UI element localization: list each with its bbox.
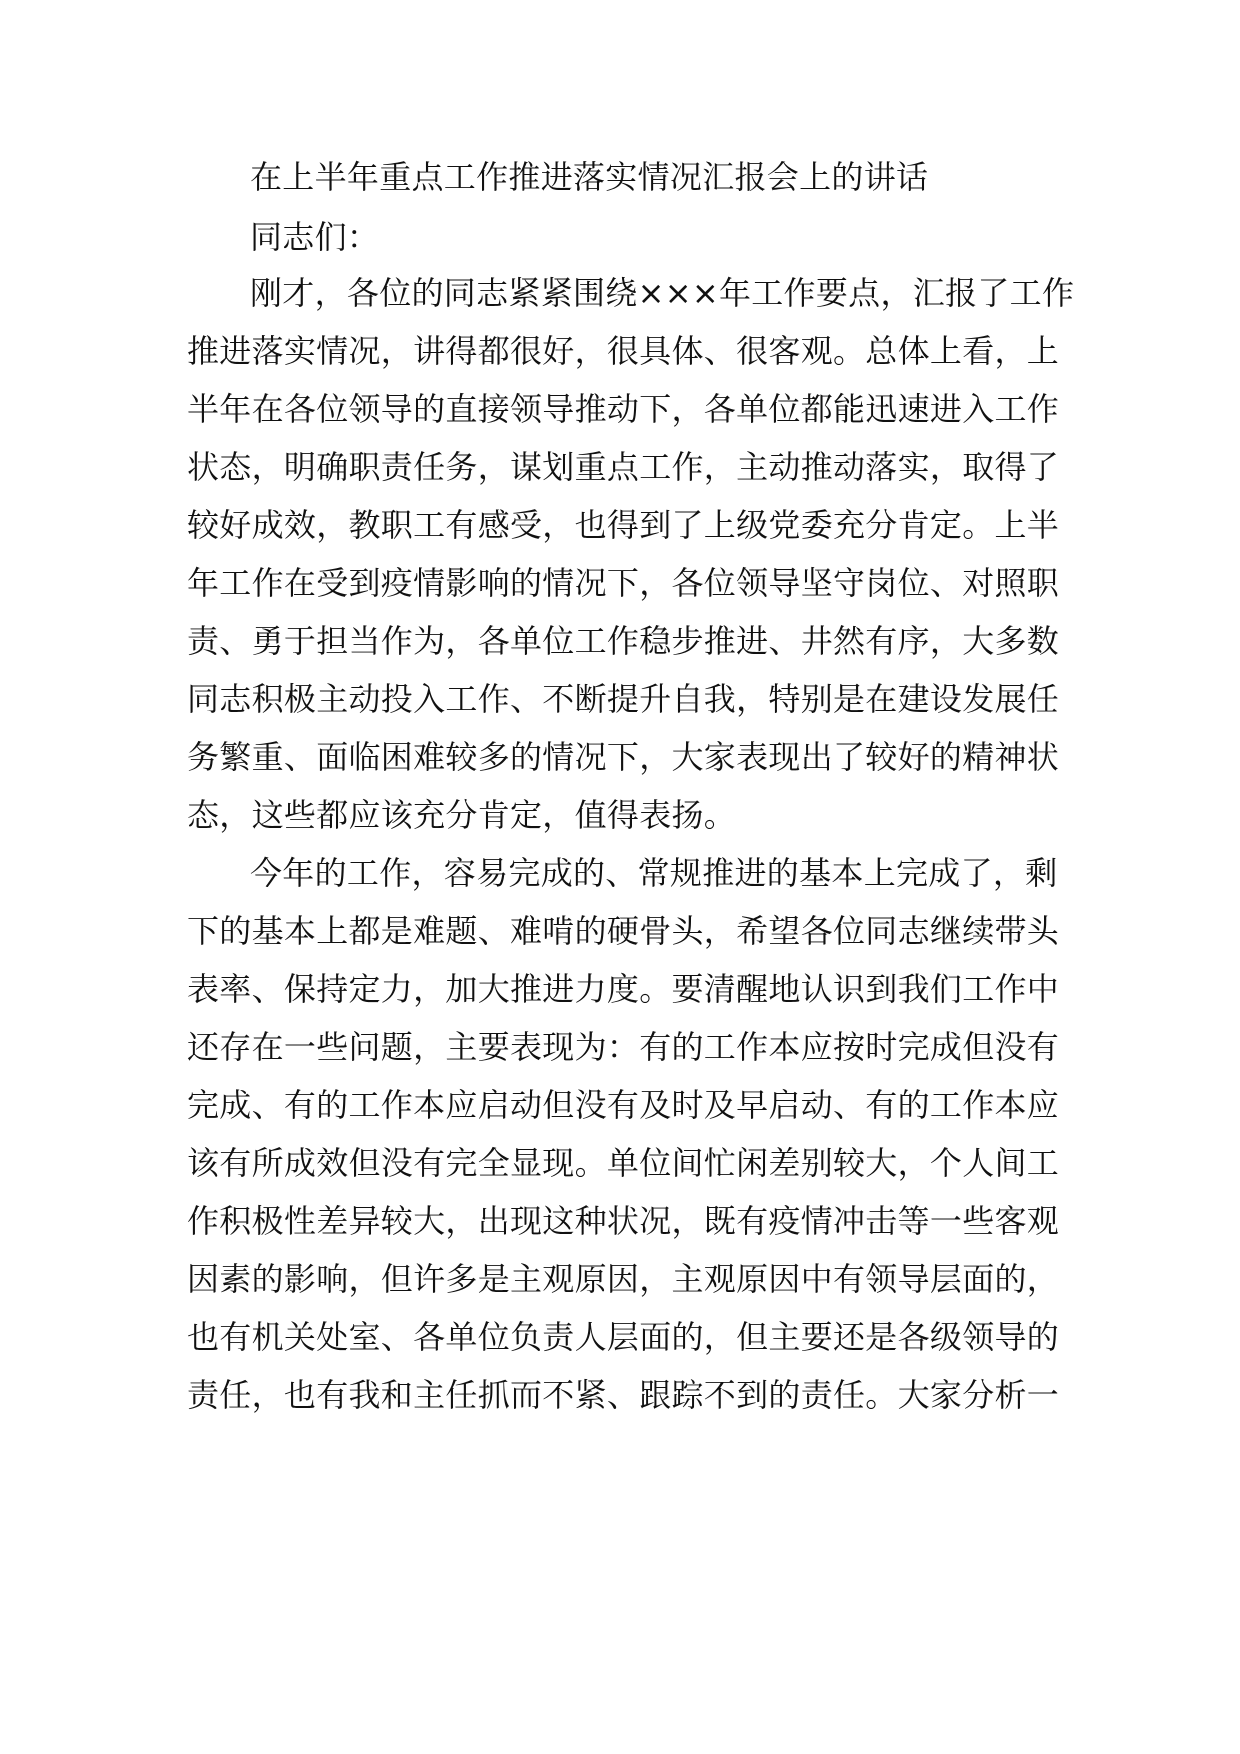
- paragraph-2-line-10: 责任，也有我和主任抓而不紧、跟踪不到的责任。大家分析一: [187, 1376, 1060, 1414]
- paragraph-1-line-4: 状态，明确职责任务，谋划重点工作，主动推动落实，取得了: [187, 448, 1060, 486]
- paragraph-1-line-10: 态，这些都应该充分肯定，值得表扬。: [187, 796, 737, 834]
- paragraph-1-line-2: 推进落实情况，讲得都很好，很具体、很客观。总体上看，上: [187, 332, 1060, 370]
- paragraph-1-line-1: 刚才，各位的同志紧紧围绕×××年工作要点，汇报了工作: [250, 274, 1075, 312]
- paragraph-2-line-5: 完成、有的工作本应启动但没有及时及早启动、有的工作本应: [187, 1086, 1060, 1124]
- paragraph-2-line-4: 还存在一些问题，主要表现为：有的工作本应按时完成但没有: [187, 1028, 1060, 1066]
- document-title: 在上半年重点工作推进落实情况汇报会上的讲话: [250, 158, 929, 196]
- paragraph-1-line-5: 较好成效，教职工有感受，也得到了上级党委充分肯定。上半: [187, 506, 1060, 544]
- paragraph-1-line-3: 半年在各位领导的直接领导推动下，各单位都能迅速进入工作: [187, 390, 1060, 428]
- paragraph-2-line-3: 表率、保持定力，加大推进力度。要清醒地认识到我们工作中: [187, 970, 1060, 1008]
- salutation: 同志们：: [250, 218, 380, 256]
- paragraph-1-line-7: 责、勇于担当作为，各单位工作稳步推进、井然有序，大多数: [187, 622, 1060, 660]
- paragraph-2-line-9: 也有机关处室、各单位负责人层面的，但主要还是各级领导的: [187, 1318, 1060, 1356]
- paragraph-1-line-8: 同志积极主动投入工作、不断提升自我，特别是在建设发展任: [187, 680, 1060, 718]
- paragraph-2-line-7: 作积极性差异较大，出现这种状况，既有疫情冲击等一些客观: [187, 1202, 1060, 1240]
- paragraph-2-line-1: 今年的工作，容易完成的、常规推进的基本上完成了，剩: [250, 854, 1058, 892]
- paragraph-2-line-6: 该有所成效但没有完全显现。单位间忙闲差别较大，个人间工: [187, 1144, 1060, 1182]
- paragraph-1-line-9: 务繁重、面临困难较多的情况下，大家表现出了较好的精神状: [187, 738, 1060, 776]
- paragraph-2-line-8: 因素的影响，但许多是主观原因，主观原因中有领导层面的，: [187, 1260, 1060, 1298]
- paragraph-1-line-6: 年工作在受到疫情影响的情况下，各位领导坚守岗位、对照职: [187, 564, 1060, 602]
- paragraph-2-line-2: 下的基本上都是难题、难啃的硬骨头，希望各位同志继续带头: [187, 912, 1060, 950]
